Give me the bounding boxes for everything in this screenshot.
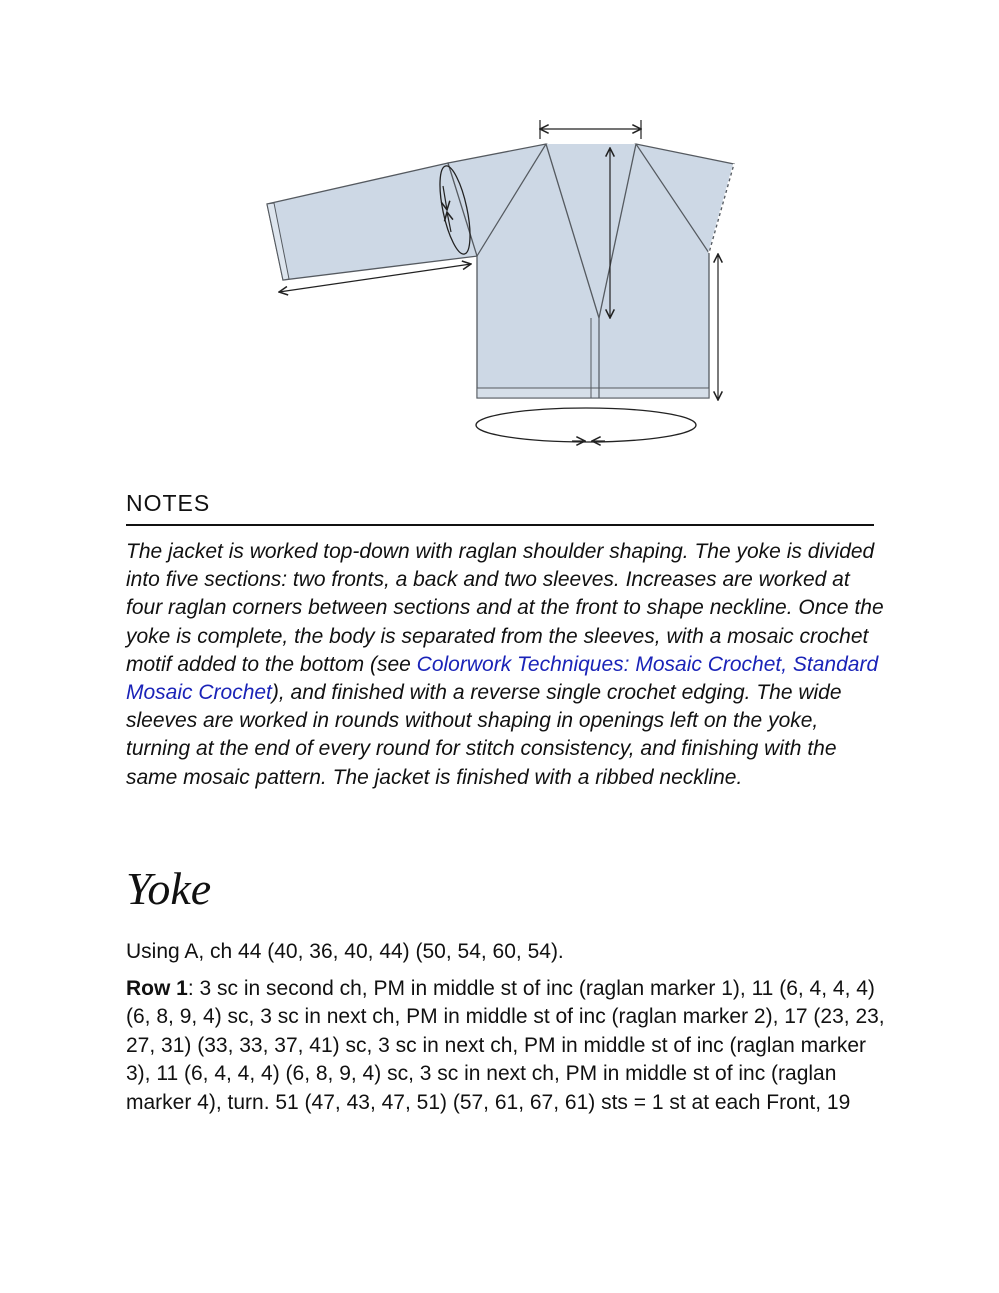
yoke-intro: Using A, ch 44 (40, 36, 40, 44) (50, 54, 60, 54).	[126, 940, 564, 963]
hip-circumference-ellipse	[476, 408, 696, 442]
notes-text-2: ), and finished with a reverse single crochet edging. The wide sleeves are worked in rounds without shaping in openings left on the yoke, turning at the end of every round for stitch consistency, and finishing with the same mosaic pattern. The jacket is finished with a ribbed neckline.	[126, 681, 842, 789]
notes-divider	[126, 524, 874, 526]
notes-text-1: The jacket is worked top-down with raglan shoulder shaping. The yoke is divided into five sections: two fronts, a back and two sleeves. Increases are worked at four raglan corners between sections and at the front to shape neckline. Once the yoke is complete, the body is separated from the sleeves, with a mosaic crochet motif added to the bottom (see	[126, 540, 884, 676]
yoke-title: Yoke	[126, 863, 212, 914]
jacket-schematic	[0, 0, 999, 470]
row-1-text: : 3 sc in second ch, PM in middle st of inc (raglan marker 1), 11 (6, 4, 4, 4) (6, 8, 9, 4) sc, 3 sc in next ch, PM in middle st of inc (raglan marker 2), 17 (23, 23, 27, 31) (33, 33, 37, 41) sc, 3 sc in next ch, PM in middle st of inc (raglan marker 3), 11 (6, 4, 4, 4) (6, 8, 9, 4) sc, 3 sc in next ch, PM in middle st of inc (raglan marker 4), turn. 51 (47, 43, 47, 51) (57, 61, 67, 61) sts = 1 st at each Front, 19	[126, 977, 885, 1114]
notes-paragraph	[126, 538, 886, 792]
left-sleeve	[267, 163, 478, 280]
row-1-instructions	[126, 975, 886, 1117]
row-1-label: Row 1	[126, 977, 188, 1000]
notes-heading: NOTES	[126, 490, 211, 516]
hem-band	[477, 388, 709, 398]
colorwork-techniques-link[interactable]: Colorwork Techniques: Mosaic Crochet, Standard Mosaic Crochet	[126, 652, 879, 705]
